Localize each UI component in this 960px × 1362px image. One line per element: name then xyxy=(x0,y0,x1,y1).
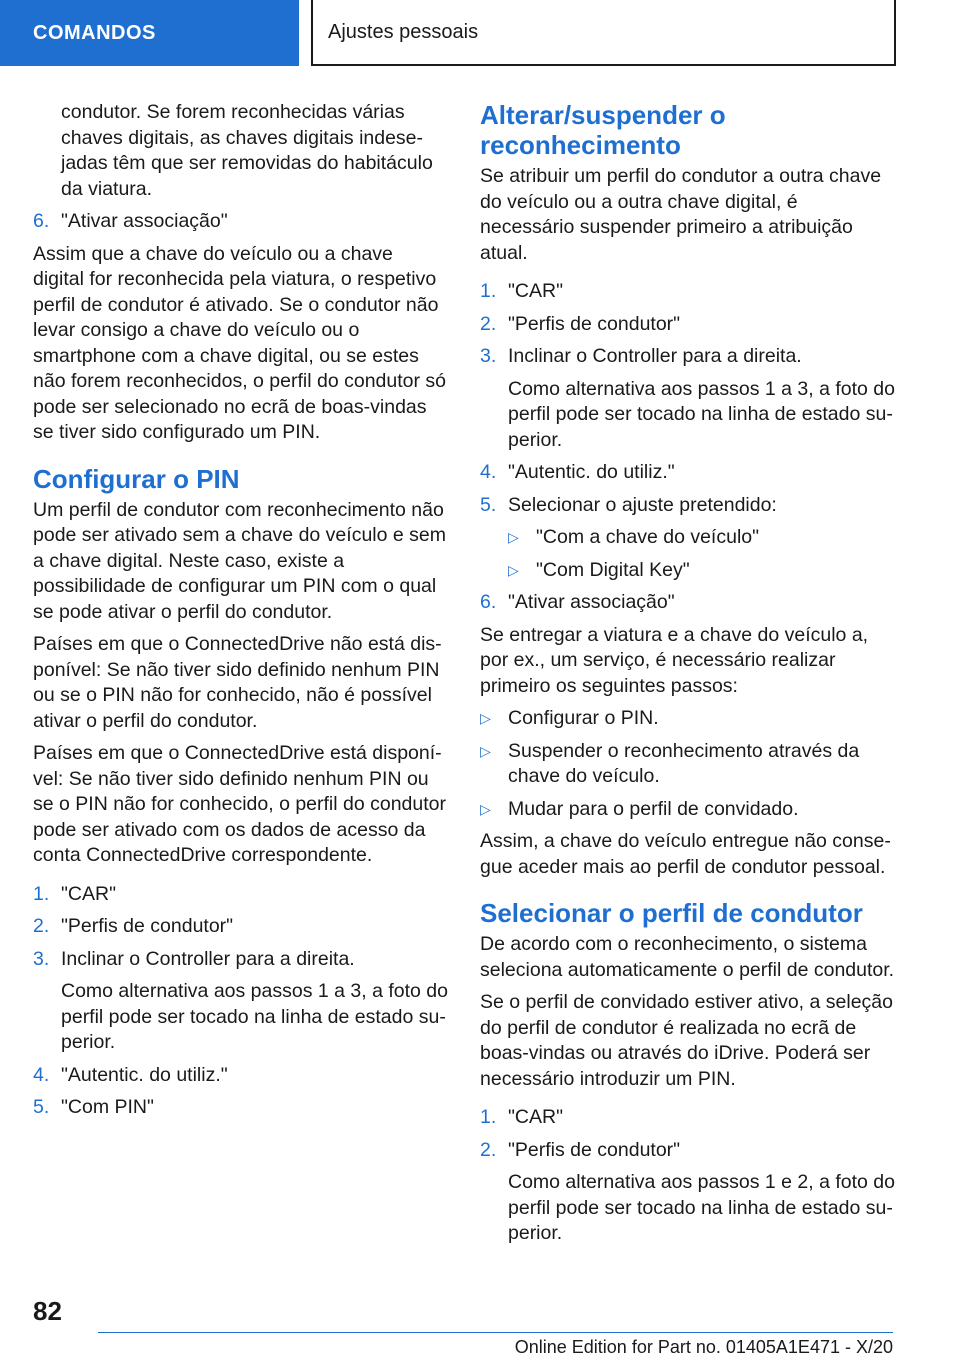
list-item xyxy=(33,1095,448,1121)
step-note: Como alternativa aos passos 1 a 3, a foto do perfil pode ser tocado na linha de estado superior. xyxy=(508,377,895,451)
footer-divider xyxy=(98,1332,893,1333)
triangle-bullet-icon: ▷ xyxy=(480,710,491,726)
list-text: "Autentic. do utiliz." xyxy=(61,1063,228,1086)
list-text: "Perfis de condutor" xyxy=(508,1138,681,1161)
list-text: "CAR" xyxy=(508,1106,564,1128)
bullet-item xyxy=(480,739,895,790)
list-item xyxy=(33,914,448,940)
list-text: "Perfis de condutor" xyxy=(61,915,234,937)
list-number: 3. xyxy=(480,345,497,367)
step-note: Como alternativa aos passos 1 e 2, a foto do perfil pode ser tocado na linha de estado superior. xyxy=(508,1171,895,1244)
paragraph: De acordo com o reconhecimento, o sistema seleciona automaticamente o perfil de condutor. xyxy=(480,933,895,981)
list-item xyxy=(480,493,895,519)
page-number: 82 xyxy=(33,1296,62,1326)
list-item xyxy=(480,590,895,616)
list-item xyxy=(480,1138,895,1164)
list-text: "Com a chave do veículo" xyxy=(536,526,760,548)
paragraph: Assim que a chave do veículo ou a chave digital for reconhecida pela viatura, o respetivo perfil de condutor é ativado. Se o condutor não levar consigo a chave do veículo ou o smartphone com a chave digital, ou se estes não forem reconhecidos, o perfil do condutor só pode ser selecionado no ecrã de boas-vindas se tiver sido configurado um PIN. xyxy=(33,242,446,443)
list-number: 3. xyxy=(33,947,50,970)
list-item xyxy=(480,279,895,305)
list-text: "CAR" xyxy=(61,882,117,905)
list-text: Mudar para o perfil de convidado. xyxy=(508,797,799,820)
footer-edition: Online Edition for Part no. 01405A1E471 - X/20 xyxy=(514,1337,893,1357)
triangle-bullet-icon: ▷ xyxy=(508,561,519,578)
list-number: 2. xyxy=(480,312,497,335)
list-text: "Ativar associação" xyxy=(508,591,675,613)
list-number: 4. xyxy=(33,1063,50,1086)
paragraph: Se atribuir um perfil do condutor a outra chave do veículo ou a outra chave digital, é necessário suspender primeiro a atribuição atual. xyxy=(480,165,882,264)
sub-list-item xyxy=(480,525,895,551)
list-number: 1. xyxy=(33,882,50,905)
list-text: Inclinar o Controller para a direita. xyxy=(508,345,802,367)
right-column xyxy=(480,100,895,1254)
paragraph: Países em que o ConnectedDrive não está disponível: Se não tiver sido definido nenhum PIN ou se o PIN não for conhecido, não é possível ativar o perfil do condutor. xyxy=(33,633,442,732)
list-item xyxy=(480,1105,895,1131)
step-note: Como alternativa aos passos 1 a 3, a foto do perfil pode ser tocado na linha de estado superior. xyxy=(61,980,448,1053)
paragraph: Assim, a chave do veículo entregue não consegue aceder mais ao perfil de condutor pessoal. xyxy=(480,830,891,878)
list-item xyxy=(480,460,895,486)
list-item xyxy=(33,947,448,973)
paragraph: Países em que o ConnectedDrive está disponível: Se não tiver sido definido nenhum PIN ou se o PIN não for conhecido, o perfil do condutor pode ser ativado com os dados de acesso da conta ConnectedDrive correspondente. xyxy=(33,742,447,866)
triangle-bullet-icon: ▷ xyxy=(480,742,491,759)
heading-alterar-suspender: Alterar/suspender o reconhecimento xyxy=(480,100,726,160)
paragraph: Um perfil de condutor com reconhecimento não pode ser ativado sem a chave do veículo e sem a chave digital. Neste caso, existe a possibilidade de configurar um PIN com o qual se pode ativar o perfil do condutor. xyxy=(33,498,446,623)
list-text: "Perfis de condutor" xyxy=(508,312,681,335)
list-text: "Ativar associação" xyxy=(61,210,228,232)
list-text: "Autentic. do utiliz." xyxy=(508,461,675,483)
page-title: Ajustes pessoais xyxy=(311,0,896,66)
list-item xyxy=(33,209,448,235)
list-item xyxy=(33,882,448,908)
list-text: Suspender o reconhecimento através da chave do veículo. xyxy=(508,739,860,787)
heading-selecionar-perfil: Selecionar o perfil de condutor xyxy=(480,898,863,928)
paragraph: Se entregar a viatura e a chave do veículo a, por ex., um serviço, é necessário realizar primeiro os seguintes passos: xyxy=(480,623,869,697)
list-item xyxy=(33,1063,448,1089)
section-tab: COMANDOS xyxy=(0,0,299,66)
list-text: Inclinar o Controller para a direita. xyxy=(61,947,355,970)
list-number: 6. xyxy=(480,591,497,613)
list-item xyxy=(480,312,895,338)
triangle-bullet-icon: ▷ xyxy=(508,529,519,545)
list-number: 1. xyxy=(480,1106,497,1128)
list-text: "Com Digital Key" xyxy=(536,558,690,581)
list-number: 5. xyxy=(33,1096,50,1118)
list-text: "Com PIN" xyxy=(61,1096,154,1118)
paragraph: Se o perfil de convidado estiver ativo, a seleção do perfil de condutor é realizada no ecrã de boas-vindas ou através do iDrive. Poderá ser necessário introduzir um PIN. xyxy=(480,991,893,1090)
list-number: 1. xyxy=(480,280,497,302)
list-number: 6. xyxy=(33,210,50,232)
bullet-item xyxy=(480,797,895,823)
triangle-bullet-icon: ▷ xyxy=(480,800,491,817)
list-text: Configurar o PIN. xyxy=(508,707,659,729)
sub-list-item xyxy=(480,558,895,584)
left-column xyxy=(33,100,448,1128)
heading-configurar-pin: Configurar o PIN xyxy=(33,463,240,494)
list-number: 2. xyxy=(480,1138,497,1161)
bullet-item xyxy=(480,706,895,732)
list-number: 4. xyxy=(480,461,497,483)
list-item xyxy=(480,344,895,370)
list-text: "CAR" xyxy=(508,280,564,302)
list-number: 2. xyxy=(33,915,50,937)
list-text: Selecionar o ajuste pretendido: xyxy=(508,493,777,516)
continued-paragraph: condutor. Se forem reconhecidas várias chaves digitais, as chaves digitais indesejadas têm que ser removidas do habitáculo da viatura. xyxy=(61,101,433,200)
list-number: 5. xyxy=(480,493,497,516)
